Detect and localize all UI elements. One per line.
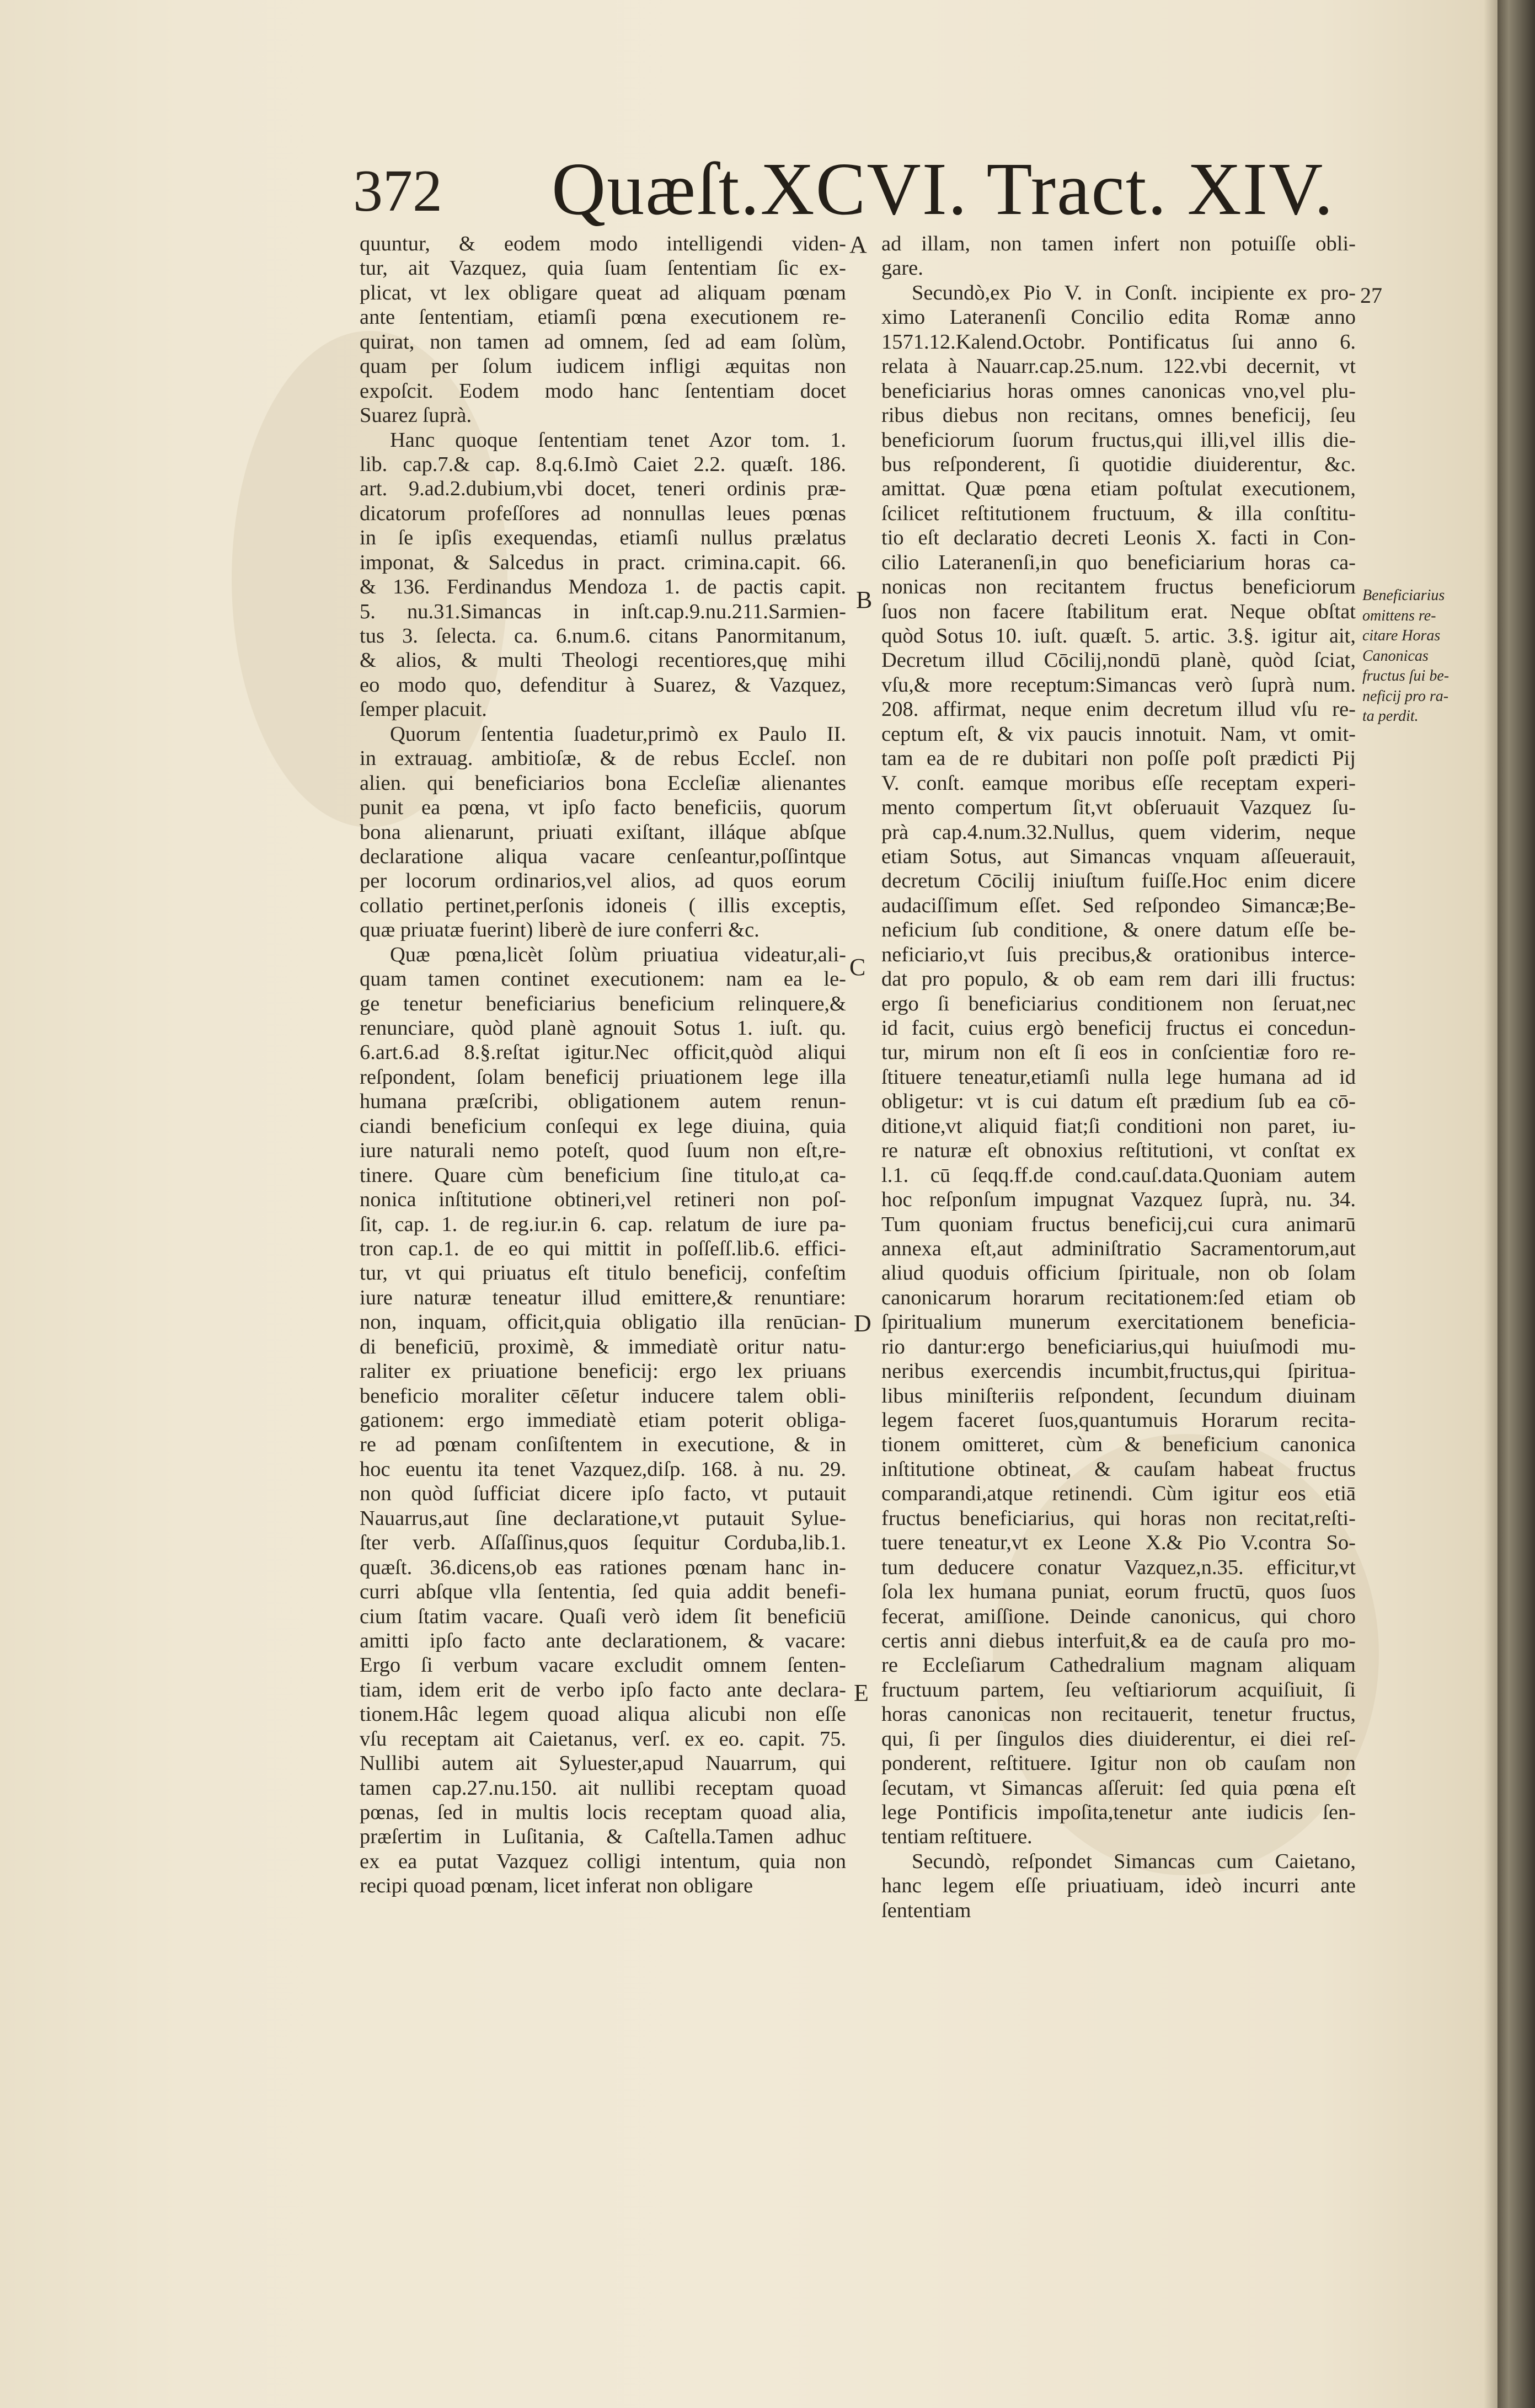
text-line: audaciſſimum eſſet. Sed reſpondeo Simancæ;Be- bbox=[881, 893, 1356, 917]
text-line: bona alienarunt, priuati exiſtant, illáque abſque bbox=[360, 820, 846, 844]
text-line: collatio pertinet,perſonis idoneis ( illis exceptis, bbox=[360, 893, 846, 917]
text-line: re naturæ eſt obnoxius reſtitutioni, vt conſtat ex bbox=[881, 1139, 1356, 1163]
text-line: recipi quoad pœnam, licet inferat non obligare bbox=[360, 1874, 753, 1898]
text-line: & 136. Ferdinandus Mendoza 1. de pactis capit. bbox=[360, 575, 846, 599]
text-line: dicatorum profeſſores ad nonnullas leues pœnas bbox=[360, 501, 846, 525]
text-line: gationem: ergo immediatè etiam poterit obliga- bbox=[360, 1409, 846, 1432]
text-line: di beneficiū, proximè, & immediatè oritur natu- bbox=[360, 1335, 846, 1358]
section-letter: B bbox=[856, 586, 873, 613]
text-line: per locorum ordinarios,vel alios, ad quos eorum bbox=[360, 869, 846, 893]
text-line: quirat, non tamen ad omnem, ſed ad eam ſolùm, bbox=[360, 330, 846, 354]
text-line: comparandi,atque retinendi. Cùm igitur eos etiā bbox=[881, 1482, 1356, 1506]
text-line: qui, ſi per ſingulos dies diuiderentur, ei diei reſ- bbox=[881, 1727, 1356, 1751]
text-line: obligetur: vt is cui datum eſt prædium ſub ea cō- bbox=[881, 1090, 1356, 1114]
text-line: vſu,& more receptum:Simancas verò ſuprà num. bbox=[881, 673, 1356, 697]
right-column bbox=[881, 232, 1356, 1923]
text-line: tur, mirum non eſt ſi eos in conſcientiæ foro re- bbox=[881, 1041, 1356, 1064]
text-line: nonica inſtitutione obtineri,vel retineri non poſ- bbox=[360, 1188, 846, 1212]
text-line: tionem.Hâc legem quoad aliqua alicubi non eſſe bbox=[360, 1703, 846, 1726]
text-line: tur, vt qui priuatus eſt titulo beneficij, confeſtim bbox=[360, 1261, 846, 1285]
text-line: ditione,vt aliquid fiat;ſi conditioni non paret, iu- bbox=[881, 1114, 1356, 1138]
text-line: non, inquam, officit,quia obligatio illa renūcian- bbox=[360, 1310, 846, 1334]
text-line: renunciare, quòd planè agnouit Sotus 1. iuſt. qu. bbox=[360, 1016, 846, 1040]
text-line: ſtituere teneatur,etiamſi nulla lege humana ad id bbox=[881, 1065, 1356, 1089]
left-column bbox=[360, 232, 846, 1898]
text-line: humana præſcribi, obligationem autem renun- bbox=[360, 1090, 846, 1114]
text-line: imponat, & Salcedus in pract. crimina.capit. 66. bbox=[360, 550, 846, 574]
text-line: 1571.12.Kalend.Octobr. Pontificatus ſui anno 6. bbox=[881, 330, 1356, 354]
text-line: neribus exercendis incumbit,fructus,qui ſpiritua- bbox=[881, 1360, 1356, 1383]
text-line: amittat. Quæ pœna etiam poſtulat executionem, bbox=[881, 477, 1356, 501]
text-line: & alios, & multi Theologi recentiores,quę mihi bbox=[360, 649, 846, 672]
text-line: iure naturali nemo poteſt, quod ſuum non eſt,re- bbox=[360, 1139, 846, 1163]
book-gutter bbox=[1497, 0, 1535, 2408]
text-line: amitti ipſo facto ante declarationem, & vacare: bbox=[360, 1629, 846, 1652]
text-line: quæ priuatæ fuerint) liberè de iure conferri &c. bbox=[360, 918, 760, 942]
text-line: hoc euentu ita tenet Vazquez,diſp. 168. à nu. 29. bbox=[360, 1457, 846, 1481]
text-line: ſecutam, vt Simancas aſſeruit: ſed quia pœna eſt bbox=[881, 1776, 1356, 1800]
text-line: tus 3. ſelecta. ca. 6.num.6. citans Panormitanum, bbox=[360, 624, 846, 648]
text-line: expoſcit. Eodem modo hanc ſententiam docet bbox=[360, 379, 846, 403]
text-line: tiam, idem erit de verbo ipſo facto ante declara- bbox=[360, 1678, 846, 1701]
text-line: beneficio moraliter cēſetur inducere talem obli- bbox=[360, 1384, 846, 1408]
text-line: tentiam reſtituere. bbox=[881, 1825, 1033, 1849]
margin-note-line: fructus ſui be- bbox=[1362, 667, 1450, 684]
margin-number: 27 bbox=[1360, 283, 1382, 308]
text-line: certis anni diebus interfuit,& ea de cauſa pro mo- bbox=[881, 1629, 1356, 1652]
running-title: Quæſt.XCVI. Tract. XIV. bbox=[552, 148, 1334, 231]
text-line: ſola lex humana puniat, eorum fructū, quos ſuos bbox=[881, 1580, 1356, 1604]
text-line: Secundò,ex Pio V. in Conſt. incipiente ex pro- bbox=[912, 281, 1356, 304]
text-line: tron cap.1. de eo qui mittit in poſſeſſ.lib.6. effici- bbox=[360, 1237, 846, 1260]
text-line: vſu receptam ait Caietanus, verſ. ex eo. capit. 75. bbox=[360, 1727, 846, 1751]
text-line: gare. bbox=[881, 256, 923, 280]
text-line: ergo ſi beneficiarius conditionem non ſeruat,nec bbox=[881, 992, 1356, 1015]
text-line: ad illam, non tamen infert non potuiſſe obli- bbox=[881, 232, 1356, 255]
text-line: cilio Lateranenſi,in quo beneficiarium horas ca- bbox=[881, 550, 1356, 574]
text-line: ge tenetur beneficiarius beneficium relinquere,& bbox=[360, 992, 846, 1015]
margin-note bbox=[1362, 586, 1475, 727]
text-line: hoc reſponſum impugnat Vazquez ſuprà, nu. 34. bbox=[881, 1188, 1356, 1212]
text-line: re ad pœnam conſiſtentem in executione, & in bbox=[360, 1433, 846, 1457]
text-line: reſpondent, ſolam beneficij priuationem lege illa bbox=[360, 1065, 846, 1089]
margin-note-line: omittens re- bbox=[1362, 607, 1436, 624]
text-line: quam per ſolum iudicem infligi æquitas non bbox=[360, 355, 846, 378]
text-line: Nauarrus,aut ſine declaratione,vt putauit Sylue- bbox=[360, 1506, 846, 1530]
section-letter: A bbox=[849, 231, 867, 258]
text-line: prà cap.4.num.32.Nullus, quem viderim, neque bbox=[881, 820, 1356, 844]
text-line: tur, ait Vazquez, quia ſuam ſententiam ſic ex- bbox=[360, 256, 846, 280]
text-line: ſter verb. Aſſaſſinus,quos ſequitur Corduba,lib.1. bbox=[360, 1531, 846, 1555]
text-line: ſit, cap. 1. de reg.iur.in 6. cap. relatum de iure pa- bbox=[360, 1212, 846, 1236]
text-line: libus miniſteriis reſpondent, ſecundum diuinam bbox=[881, 1384, 1356, 1408]
text-line: l.1. cū ſeqq.ff.de cond.cauſ.data.Quoniam autem bbox=[881, 1163, 1356, 1187]
text-line: re Eccleſiarum Cathedralium magnam aliquam bbox=[881, 1654, 1356, 1677]
text-line: canonicarum horarum recitationem:ſed etiam ob bbox=[881, 1286, 1356, 1309]
text-line: Suarez ſuprà. bbox=[360, 404, 472, 427]
text-line: Nullibi autem ait Syluester,apud Nauarrum, qui bbox=[360, 1752, 846, 1775]
text-line: neficium ſub conditione, & onere datum eſſe be- bbox=[881, 918, 1356, 942]
text-line: quam tamen continet executionem: nam ea le- bbox=[360, 967, 846, 991]
running-header bbox=[353, 146, 1334, 231]
text-line: punit ea pœna, vt ipſo facto beneficiis, quorum bbox=[360, 796, 846, 820]
text-line: 6.art.6.ad 8.§.reſtat igitur.Nec officit,quòd aliqui bbox=[360, 1041, 846, 1064]
text-line: ſententiam bbox=[881, 1898, 971, 1922]
text-line: fructuum partem, ſeu veſtiariorum acquiſiuit, ſi bbox=[881, 1678, 1356, 1701]
text-line: ſcilicet reſtitutionem fructuum, & illa conſtitu- bbox=[881, 501, 1356, 525]
text-line: iure naturæ teneatur illud emittere,& renuntiare: bbox=[360, 1286, 846, 1309]
text-line: relata à Nauarr.cap.25.num. 122.vbi decernit, vt bbox=[881, 355, 1356, 378]
text-line: tio eſt declaratio decreti Leonis X. facti in Con- bbox=[881, 526, 1356, 550]
text-line: ſuos non facere ſtabilitum erat. Neque obſtat bbox=[881, 600, 1356, 623]
section-letter: C bbox=[849, 954, 866, 981]
text-line: lib. cap.7.& cap. 8.q.6.Imò Caiet 2.2. quæſt. 186. bbox=[360, 452, 846, 476]
text-line: ciandi beneficium conſequi ex lege diuina, quia bbox=[360, 1114, 846, 1138]
text-line: ponderent, reſtituere. Igitur non ob cauſam non bbox=[881, 1752, 1356, 1775]
text-line: ribus diebus non recitans, omnes beneficij, ſeu bbox=[881, 404, 1356, 427]
text-line: in ſe ipſis exequendas, etiamſi nullus prælatus bbox=[360, 526, 846, 550]
text-line: beneficiorum ſuorum fructus,qui illi,vel illis die- bbox=[881, 428, 1356, 452]
text-line: eo modo quo, defenditur à Suarez, & Vazquez, bbox=[360, 673, 846, 697]
margin-note-line: neficij pro ra- bbox=[1362, 687, 1449, 705]
text-line: decretum Cōcilij iniuſtum fuiſſe.Hoc enim dicere bbox=[881, 869, 1356, 893]
section-letter: E bbox=[854, 1679, 869, 1706]
text-line: id facit, cuius ergò beneficij fructus ei concedun- bbox=[881, 1016, 1356, 1040]
text-line: annexa eſt,aut adminiſtratio Sacramentorum,aut bbox=[881, 1237, 1356, 1260]
text-line: dat pro populo, & ob eam rem dari illi fructus: bbox=[881, 967, 1356, 991]
text-line: ante ſententiam, etiamſi pœna executionem re- bbox=[360, 306, 846, 329]
text-line: Tum quoniam fructus beneficij,cui cura animarū bbox=[881, 1212, 1356, 1236]
text-line: fructus beneficiarius, qui horas non recitat,reſti- bbox=[881, 1506, 1356, 1530]
text-line: tinere. Quare cùm beneficium ſine titulo,at ca- bbox=[360, 1163, 846, 1187]
text-line: beneficiarius horas omnes canonicas vno,vel plu- bbox=[881, 379, 1356, 403]
text-line: quòd Sotus 10. iuſt. quæſt. 5. artic. 3.§. igitur ait, bbox=[881, 624, 1356, 648]
margin-note-line: ta perdit. bbox=[1362, 708, 1419, 725]
text-line: tionem omitteret, cùm & beneficium canonica bbox=[881, 1433, 1356, 1457]
text-line: 208. affirmat, neque enim decretum illud vſu re- bbox=[881, 698, 1356, 721]
text-line: curri abſque vlla ſententia, ſed quia addit benefi- bbox=[360, 1580, 846, 1604]
text-line: raliter ex priuatione beneficij: ergo lex priuans bbox=[360, 1360, 846, 1383]
text-line: fecerat, amiſſione. Deinde canonicus, qui choro bbox=[881, 1604, 1356, 1628]
text-line: plicat, vt lex obligare queat ad aliquam pœnam bbox=[360, 281, 846, 304]
text-line: non quòd ſufficiat dicere ipſo facto, vt putauit bbox=[360, 1482, 846, 1506]
text-line: cium ſtatim vacare. Quaſi verò idem ſit beneficiū bbox=[360, 1604, 846, 1628]
margin-note-line: Canonicas bbox=[1362, 647, 1429, 665]
text-line: tamen cap.27.nu.150. ait nullibi receptam quoad bbox=[360, 1776, 846, 1800]
margin-note-line: Beneficiarius bbox=[1362, 587, 1445, 604]
text-line: Hanc quoque ſententiam tenet Azor tom. 1. bbox=[390, 428, 846, 452]
text-line: inſtitutione obtineat, & cauſam habeat fructus bbox=[881, 1457, 1356, 1481]
text-line: bus reſponderent, ſi quotidie diuiderentur, &c. bbox=[881, 452, 1356, 476]
text-line: nonicas non recitantem fructus beneficiorum bbox=[881, 575, 1356, 599]
text-line: declaratione aliqua vacare cenſeantur,poſſintque bbox=[360, 844, 846, 868]
text-line: alien. qui beneficiarios bona Eccleſiæ alienantes bbox=[360, 771, 846, 795]
text-line: horas canonicas non recitauerit, tenetur fructus, bbox=[881, 1703, 1356, 1726]
text-line: 5. nu.31.Simancas in inſt.cap.9.nu.211.Sarmien- bbox=[360, 600, 846, 623]
text-line: præſertim in Luſitania, & Caſtella.Tamen adhuc bbox=[360, 1825, 846, 1849]
text-line: ceptum eſt, & vix paucis innotuit. Nam, vt omit- bbox=[881, 722, 1356, 746]
text-line: neficiario,vt ſuis precibus,& orationibus interce- bbox=[881, 943, 1356, 966]
page-edge-shadow bbox=[1484, 0, 1498, 2408]
text-line: Decretum illud Cōcilij,nondū planè, quòd ſciat, bbox=[881, 649, 1356, 672]
text-line: tam ea de re dubitari non poſſe poſt prædicti Pij bbox=[881, 747, 1356, 770]
text-line: ſemper placuit. bbox=[360, 698, 487, 721]
text-line: Quæ pœna,licèt ſolùm priuatiua videatur,ali- bbox=[390, 943, 846, 966]
text-line: tuere teneatur,vt ex Leone X.& Pio V.contra So- bbox=[881, 1531, 1356, 1555]
text-line: pœnas, ſed in multis locis receptam quoad alia, bbox=[360, 1801, 846, 1824]
page-number: 372 bbox=[353, 158, 442, 224]
text-line: Secundò, reſpondet Simancas cum Caietano, bbox=[912, 1849, 1356, 1873]
text-line: quuntur, & eodem modo intelligendi viden- bbox=[360, 232, 846, 255]
text-line: ximo Lateranenſi Concilio edita Romæ anno bbox=[881, 306, 1356, 329]
text-line: ſpiritualium munerum exercitationem beneficia- bbox=[881, 1310, 1356, 1334]
text-line: Quorum ſententia ſuadetur,primò ex Paulo II. bbox=[390, 722, 846, 746]
section-letter: D bbox=[854, 1310, 871, 1337]
text-line: etiam Sotus, aut Simancas vnquam aſſeuerauit, bbox=[881, 844, 1356, 868]
text-line: hanc legem eſſe priuatiuam, ideò incurri ante bbox=[881, 1874, 1356, 1898]
text-line: art. 9.ad.2.dubium,vbi docet, teneri ordinis præ- bbox=[360, 477, 846, 501]
text-line: ex ea putat Vazquez colligi intentum, quia non bbox=[360, 1849, 846, 1873]
text-line: rio dantur:ergo beneficiarius,qui huiuſmodi mu- bbox=[881, 1335, 1356, 1358]
text-line: quæſt. 36.dicens,ob eas rationes pœnam hanc in- bbox=[360, 1555, 846, 1579]
text-line: legem faceret ſuos,quantumuis Horarum recita- bbox=[881, 1409, 1356, 1432]
text-line: mento compertum ſit,vt obſeruauit Vazquez ſu- bbox=[881, 796, 1356, 820]
text-line: aliud quoduis officium ſpirituale, non ob ſolam bbox=[881, 1261, 1356, 1285]
margin-note-line: citare Horas bbox=[1362, 627, 1441, 644]
text-line: in extrauag. ambitioſæ, & de rebus Eccleſ. non bbox=[360, 747, 846, 770]
text-line: V. conſt. eamque moribus eſſe receptam experi- bbox=[881, 771, 1356, 795]
text-line: tum deducere conatur Vazquez,n.35. efficitur,vt bbox=[881, 1555, 1356, 1579]
text-line: Ergo ſi verbum vacare excludit omnem ſenten- bbox=[360, 1654, 846, 1677]
text-line: lege Pontificis impoſita,tenetur ante iudicis ſen- bbox=[881, 1801, 1356, 1824]
